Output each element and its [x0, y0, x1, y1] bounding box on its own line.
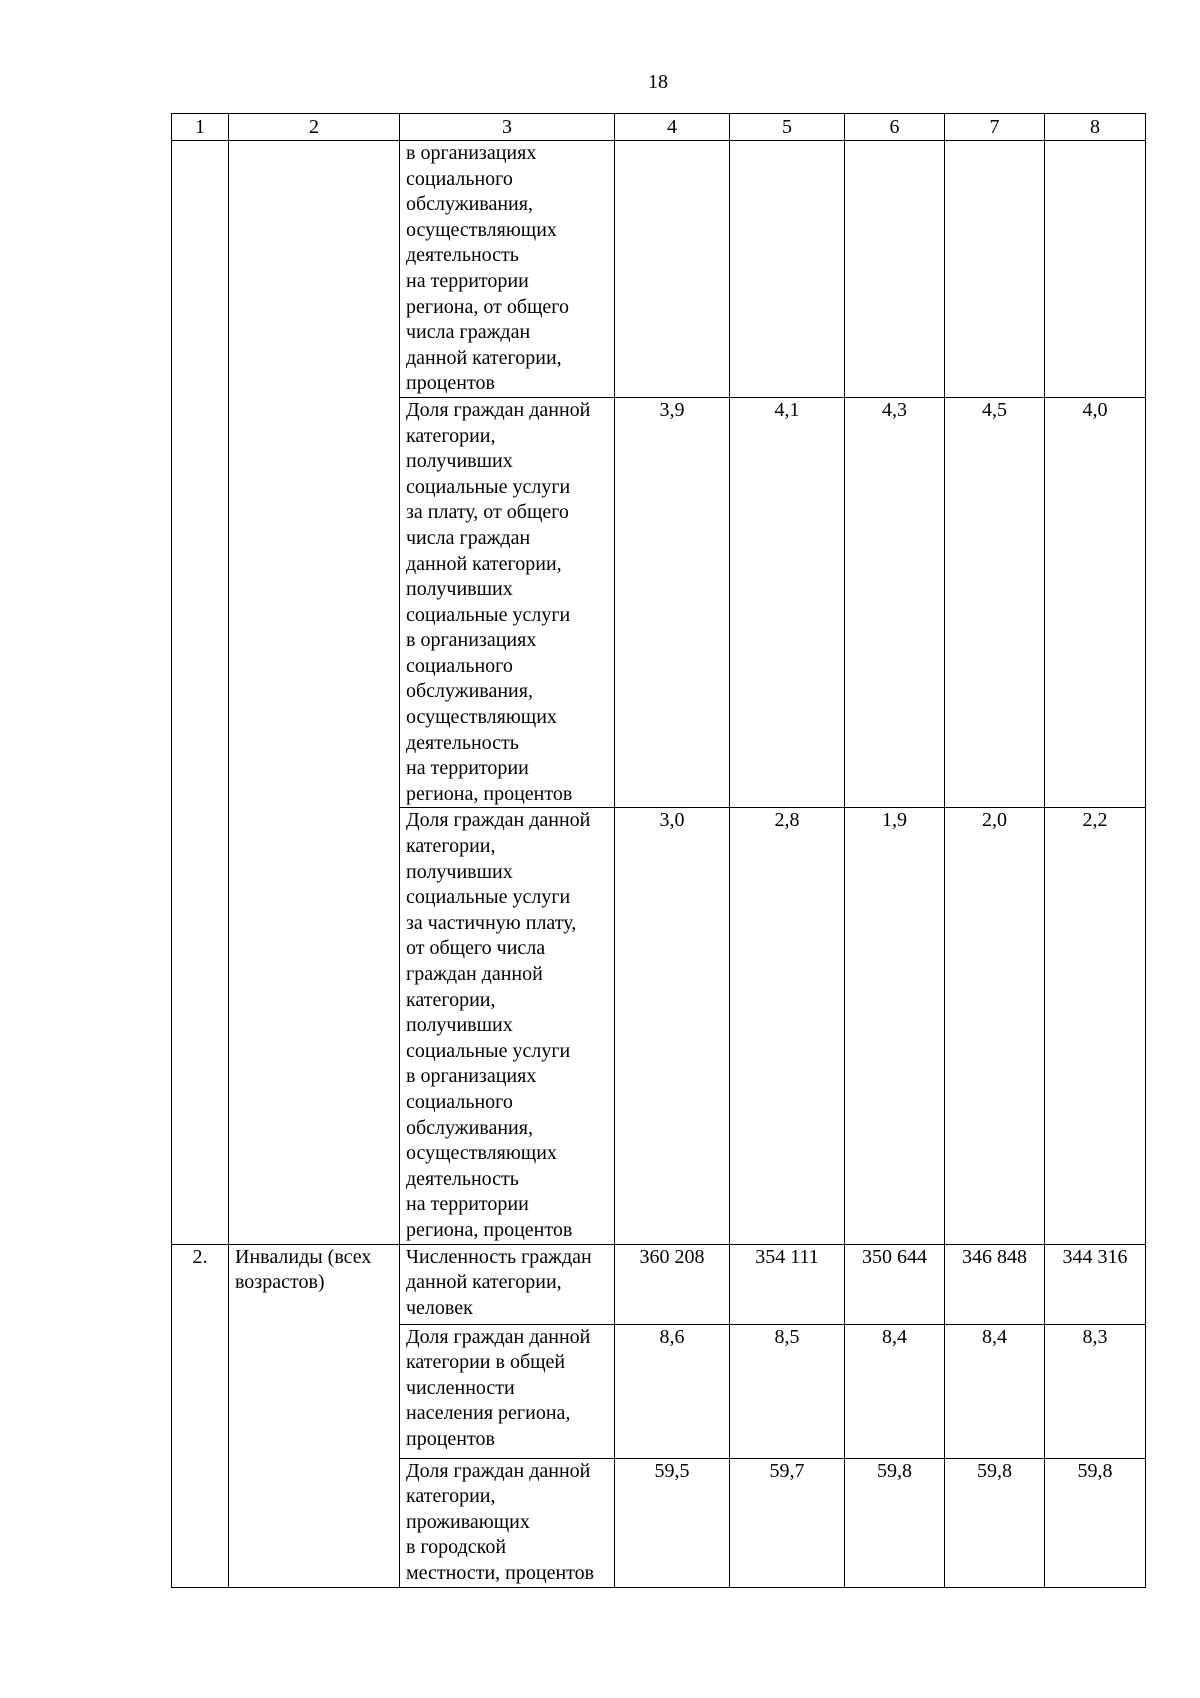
column-number-row	[172, 114, 1146, 141]
value-cell: 354 111	[730, 1244, 845, 1324]
row-number-cell: 2.	[172, 1244, 229, 1587]
value-cell: 346 848	[945, 1244, 1045, 1324]
page-number: 18	[648, 71, 668, 93]
column-number-header: 2	[229, 114, 400, 141]
column-number-header: 6	[845, 114, 945, 141]
value-cell: 360 208	[615, 1244, 730, 1324]
value-cell: 2,0	[945, 808, 1045, 1244]
value-cell: 8,3	[1045, 1324, 1146, 1458]
indicator-name-cell: Доля граждан данной категории, получивших социальные услуги за частичную плату, от общего числа граждан данной категории, получивших социальные услуги в организациях социального обслуживания, осуществляющих деятельность на территории региона, процентов	[400, 808, 615, 1244]
table-row	[172, 141, 1146, 398]
row-number-cell	[172, 141, 229, 1245]
value-cell: 2,2	[1045, 808, 1146, 1244]
column-number-header: 7	[945, 114, 1045, 141]
value-cell: 59,8	[1045, 1458, 1146, 1587]
value-cell: 344 316	[1045, 1244, 1146, 1324]
value-cell: 8,6	[615, 1324, 730, 1458]
value-cell: 3,0	[615, 808, 730, 1244]
value-cell	[1045, 141, 1146, 398]
indicator-name-cell: в организациях социального обслуживания, осуществляющих деятельность на территории региона, от общего числа граждан данной категории, процентов	[400, 141, 615, 398]
column-number-header: 8	[1045, 114, 1146, 141]
value-cell: 2,8	[730, 808, 845, 1244]
value-cell	[845, 141, 945, 398]
value-cell: 59,5	[615, 1458, 730, 1587]
value-cell: 4,5	[945, 397, 1045, 808]
value-cell: 3,9	[615, 397, 730, 808]
value-cell: 59,7	[730, 1458, 845, 1587]
indicator-name-cell: Доля граждан данной категории в общей численности населения региона, процентов	[400, 1324, 615, 1458]
value-cell: 59,8	[945, 1458, 1045, 1587]
indicator-name-cell: Доля граждан данной категории, проживающих в городской местности, процентов	[400, 1458, 615, 1587]
value-cell: 350 644	[845, 1244, 945, 1324]
value-cell: 8,4	[945, 1324, 1045, 1458]
indicator-table	[171, 113, 1146, 1588]
value-cell: 4,0	[1045, 397, 1146, 808]
table-row	[172, 1244, 1146, 1324]
category-cell	[229, 141, 400, 1245]
indicator-name-cell: Доля граждан данной категории, получивших социальные услуги за плату, от общего числа граждан данной категории, получивших социальные услуги в организациях социального обслуживания, осуществляющих деятельность на территории региона, процентов	[400, 397, 615, 808]
value-cell: 8,4	[845, 1324, 945, 1458]
column-number-header: 1	[172, 114, 229, 141]
value-cell: 1,9	[845, 808, 945, 1244]
category-cell: Инвалиды (всех возрастов)	[229, 1244, 400, 1587]
indicator-name-cell: Численность граждан данной категории, человек	[400, 1244, 615, 1324]
value-cell: 4,1	[730, 397, 845, 808]
table-body	[172, 141, 1146, 1588]
value-cell: 59,8	[845, 1458, 945, 1587]
column-number-header: 3	[400, 114, 615, 141]
value-cell	[730, 141, 845, 398]
value-cell: 4,3	[845, 397, 945, 808]
column-number-header: 4	[615, 114, 730, 141]
value-cell	[615, 141, 730, 398]
value-cell	[945, 141, 1045, 398]
column-number-header: 5	[730, 114, 845, 141]
value-cell: 8,5	[730, 1324, 845, 1458]
